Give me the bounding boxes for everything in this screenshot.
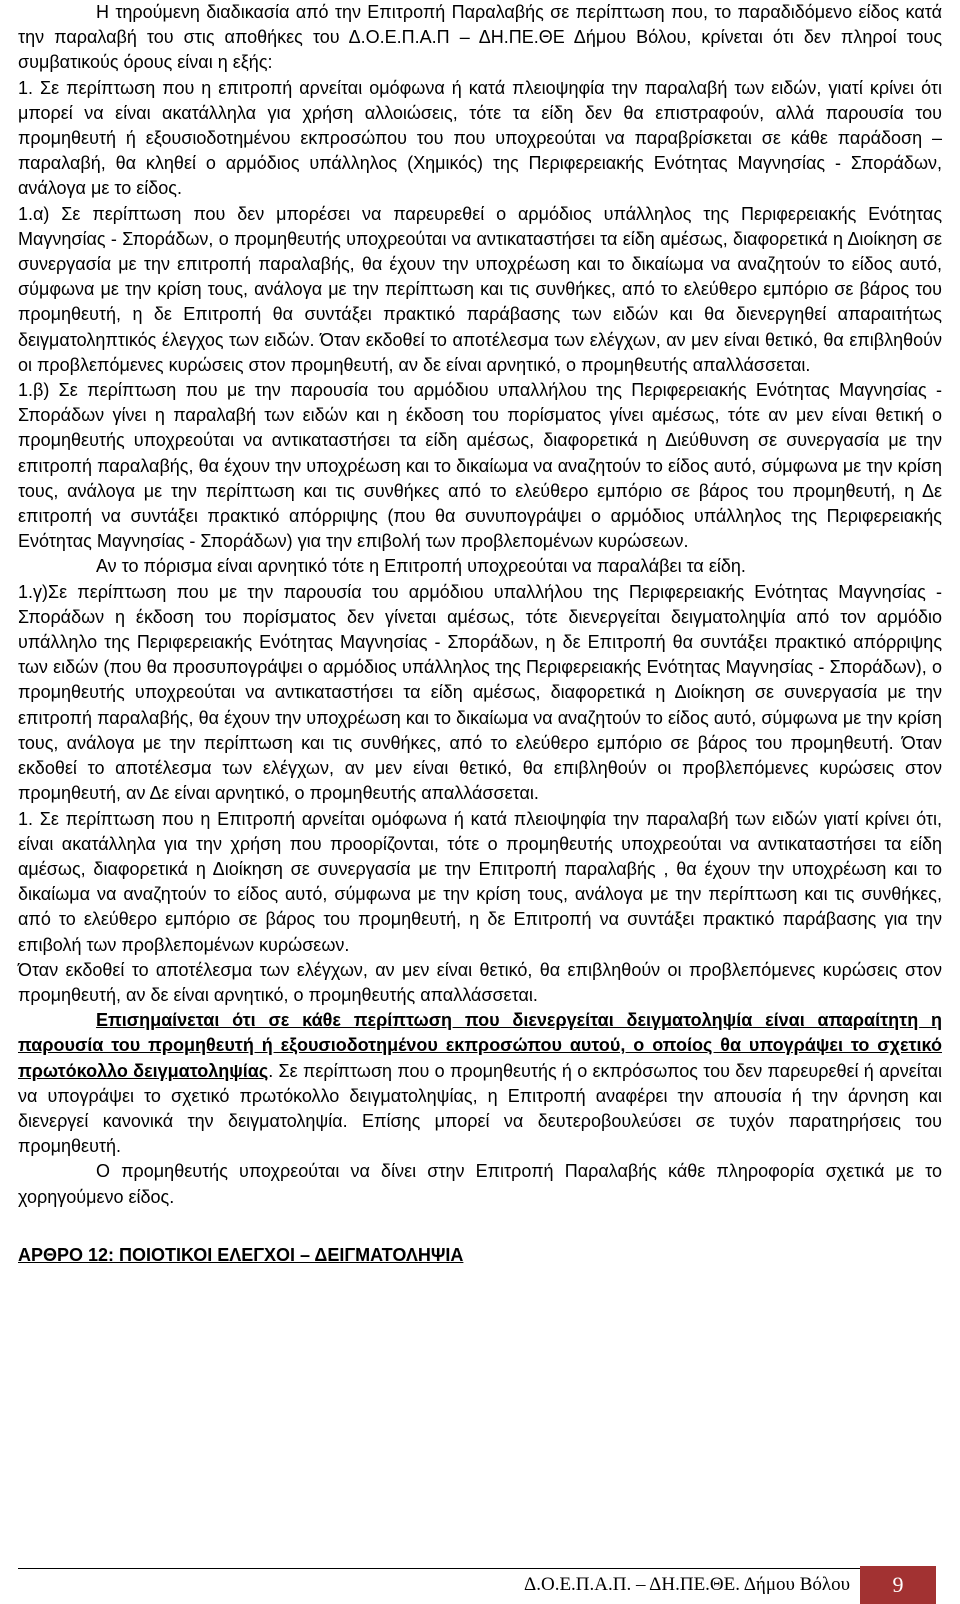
notice-rest: . Σε περίπτωση που ο προμηθευτής ή ο εκπρόσωπος του δεν παρευρεθεί ή αρνείται να υπογράψει το σχετικό πρωτόκολλο δειγματοληψίας, η Επιτροπή αναφέρει την απουσία ή την άρνηση και διενεργεί κανονικά την δειγματοληψία. Επίσης μπορεί να δευτεροβουλεύσει σε τυχόν παρατηρήσεις του προμηθευτή.	[18, 1060, 942, 1157]
notice-paragraph	[18, 1008, 942, 1159]
clause-1c-paragraph: 1.γ)Σε περίπτωση που με την παρουσία του αρμόδιου υπαλλήλου της Περιφερειακής Ενότητας Μαγνησίας - Σποράδων η έκδοση του πορίσματος δεν γίνεται αμέσως, τότε διενεργείται δειγματοληψία από τον αρμόδιο υπάλληλο της Περιφερειακής Ενότητας Μαγνησίας - Σποράδων, η δε Επιτροπή θα συντάξει πρακτικό απόρριψης των ειδών (που θα προσυπογράψει ο αρμόδιος υπάλληλος της Περιφερειακής Ενότητας Μαγνησίας - Σποράδων), ο προμηθευτής υποχρεούται να αντικαταστήσει τα είδη αμέσως, διαφορετικά η Διοίκηση σε συνεργασία με την επιτροπή παραλαβής, θα έχουν την υποχρέωση και το δικαίωμα να αναζητούν το είδος αυτό, σύμφωνα με την κρίση τους, ανάλογα με την περίπτωση και τις συνθήκες, από το ελεύθερο εμπόριο σε βάρος του προμηθευτή. Όταν εκδοθεί το αποτέλεσμα των ελέγχων, αν μεν είναι θετικό, θα επιβληθούν οι προβλεπόμενες κυρώσεις στον προμηθευτή, αν Δε είναι αρνητικό, ο προμηθευτής απαλλάσσεται.	[18, 581, 942, 804]
intro-paragraph: Η τηρούμενη διαδικασία από την Επιτροπή Παραλαβής σε περίπτωση που, το παραδιδόμενο είδος κατά την παραλαβή του στις αποθήκες του Δ.Ο.Ε.Π.Α.Π – ΔΗ.ΠΕ.ΘΕ Δήμου Βόλου, κρίνεται ότι δεν πληροί τους συμβατικούς όρους είναι η εξής:	[18, 2, 942, 73]
document-page	[18, 0, 942, 1268]
article-heading: ΑΡΘΡΟ 12: ΠΟΙΟΤΙΚΟΙ ΕΛΕΓΧΟΙ – ΔΕΙΓΜΑΤΟΛΗΨΙΑ	[18, 1244, 464, 1265]
footer-divider	[18, 1568, 860, 1569]
supplier-info-paragraph: Ο προμηθευτής υποχρεούται να δίνει στην Επιτροπή Παραλαβής κάθε πληροφορία σχετικά με το χορηγούμενο είδος.	[18, 1161, 942, 1207]
page-number: 9	[892, 1572, 904, 1597]
results-paragraph: Όταν εκδοθεί το αποτέλεσμα των ελέγχων, αν μεν είναι θετικό, θα επιβληθούν οι προβλεπόμενες κυρώσεις στον προμηθευτή, αν δε είναι αρνητικό, ο προμηθευτής απαλλάσσεται.	[18, 959, 942, 1005]
page-number-badge	[860, 1566, 936, 1604]
clause-1b-paragraph: 1.β) Σε περίπτωση που με την παρουσία του αρμόδιου υπαλλήλου της Περιφερειακής Ενότητας Μαγνησίας - Σποράδων γίνει η παραλαβή των ειδών και η έκδοση του πορίσματος γίνει αμέσως, τότε αν μεν είναι θετική ο προμηθευτής υποχρεούται να αντικαταστήσει τα είδη αμέσως, διαφορετικά η Διεύθυνση σε συνεργασία με την επιτροπή παραλαβής, θα έχουν την υποχρέωση και το δικαίωμα να αναζητούν το είδος αυτό, σύμφωνα με την κρίση τους, ανάλογα με την περίπτωση και τις συνθήκες από το ελεύθερο εμπόριο σε βάρος του προμηθευτή, η Δε επιτροπή να συντάξει πρακτικό απόρριψης (που θα συνυπογράψει ο αρμόδιος υπάλληλος της Περιφερειακής Ενότητας Μαγνησίας - Σποράδων) για την επιβολή των προβλεπομένων κυρώσεων.	[18, 380, 942, 552]
clause-1-paragraph: 1. Σε περίπτωση που η επιτροπή αρνείται ομόφωνα ή κατά πλειοψηφία την παραλαβή των ειδών, γιατί κρίνει ότι μπορεί να είναι ακατάλληλα για χρήση αλλοιώσεις, τότε τα είδη δεν θα επιστραφούν, αλλά παρουσία του προμηθευτή ή εξουσιοδοτημένου εκπροσώπου του που υποχρεούται να παραβρίσκεται σε κάθε παράδοση – παραλαβή, θα κληθεί ο αρμόδιος υπάλληλος (Χημικός) της Περιφερειακής Ενότητας Μαγνησίας - Σποράδων, ανάλογα με το είδος.	[18, 77, 942, 199]
notice-emphasis: Επισημαίνεται ότι σε κάθε περίπτωση που διενεργείται δειγματοληψία είναι απαραίτητη η παρουσία του προμηθευτή ή εξουσιοδοτημένου εκπροσώπου αυτού, ο οποίος θα υπογράψει το σχετικό πρωτόκολλο δειγματοληψίας	[18, 1010, 942, 1081]
spacer	[18, 1218, 942, 1243]
negative-finding-paragraph: Αν το πόρισμα είναι αρνητικό τότε η Επιτροπή υποχρεούται να παραλάβει τα είδη.	[96, 556, 746, 577]
clause-1-repeat-paragraph: 1. Σε περίπτωση που η Επιτροπή αρνείται ομόφωνα ή κατά πλειοψηφία την παραλαβή των ειδών γιατί κρίνει ότι, είναι ακατάλληλα για την χρήση που προορίζονται, τότε ο προμηθευτής υποχρεούται να αντικαταστήσει τα είδη αμέσως, διαφορετικά η Διοίκηση σε συνεργασία με την Επιτροπή παραλαβής , θα έχουν την υποχρέωση και το δικαίωμα να αναζητούν το είδος αυτό, σύμφωνα με την κρίση τους, ανάλογα με την περίπτωση και τις συνθήκες, από το ελεύθερο εμπόριο σε βάρος του προμηθευτή, η δε Επιτροπή να συντάξει πρακτικό παράβασης για την επιβολή των προβλεπομένων κυρώσεων.	[18, 808, 942, 955]
clause-1a-paragraph: 1.α) Σε περίπτωση που δεν μπορέσει να παρευρεθεί ο αρμόδιος υπάλληλος της Περιφερειακής Ενότητας Μαγνησίας - Σποράδων, ο προμηθευτής υποχρεούται να αντικαταστήσει τα είδη αμέσως, διαφορετικά η Διοίκηση σε συνεργασία με την επιτροπή παραλαβής, θα έχουν την υποχρέωση και το δικαίωμα να αναζητούν το είδος αυτό, σύμφωνα με την κρίση τους, ανάλογα με την περίπτωση και τις συνθήκες, από το ελεύθερο εμπόριο σε βάρος του προμηθευτή, η δε Επιτροπή θα συντάξει πρακτικό παράβασης των ειδών και θα διενεργηθεί απαραιτήτως δειγματοληπτικός έλεγχος των ειδών. Όταν εκδοθεί το αποτέλεσμα των ελέγχων, αν μεν είναι θετικό, θα επιβληθούν οι προβλεπόμενες κυρώσεις στον προμηθευτή, αν δε είναι αρνητικό, ο προμηθευτής απαλλάσσεται.	[18, 203, 942, 375]
spacer	[18, 1210, 942, 1218]
footer-text: Δ.Ο.Ε.Π.Α.Π. – ΔΗ.ΠΕ.ΘΕ. Δήμου Βόλου	[524, 1574, 850, 1595]
